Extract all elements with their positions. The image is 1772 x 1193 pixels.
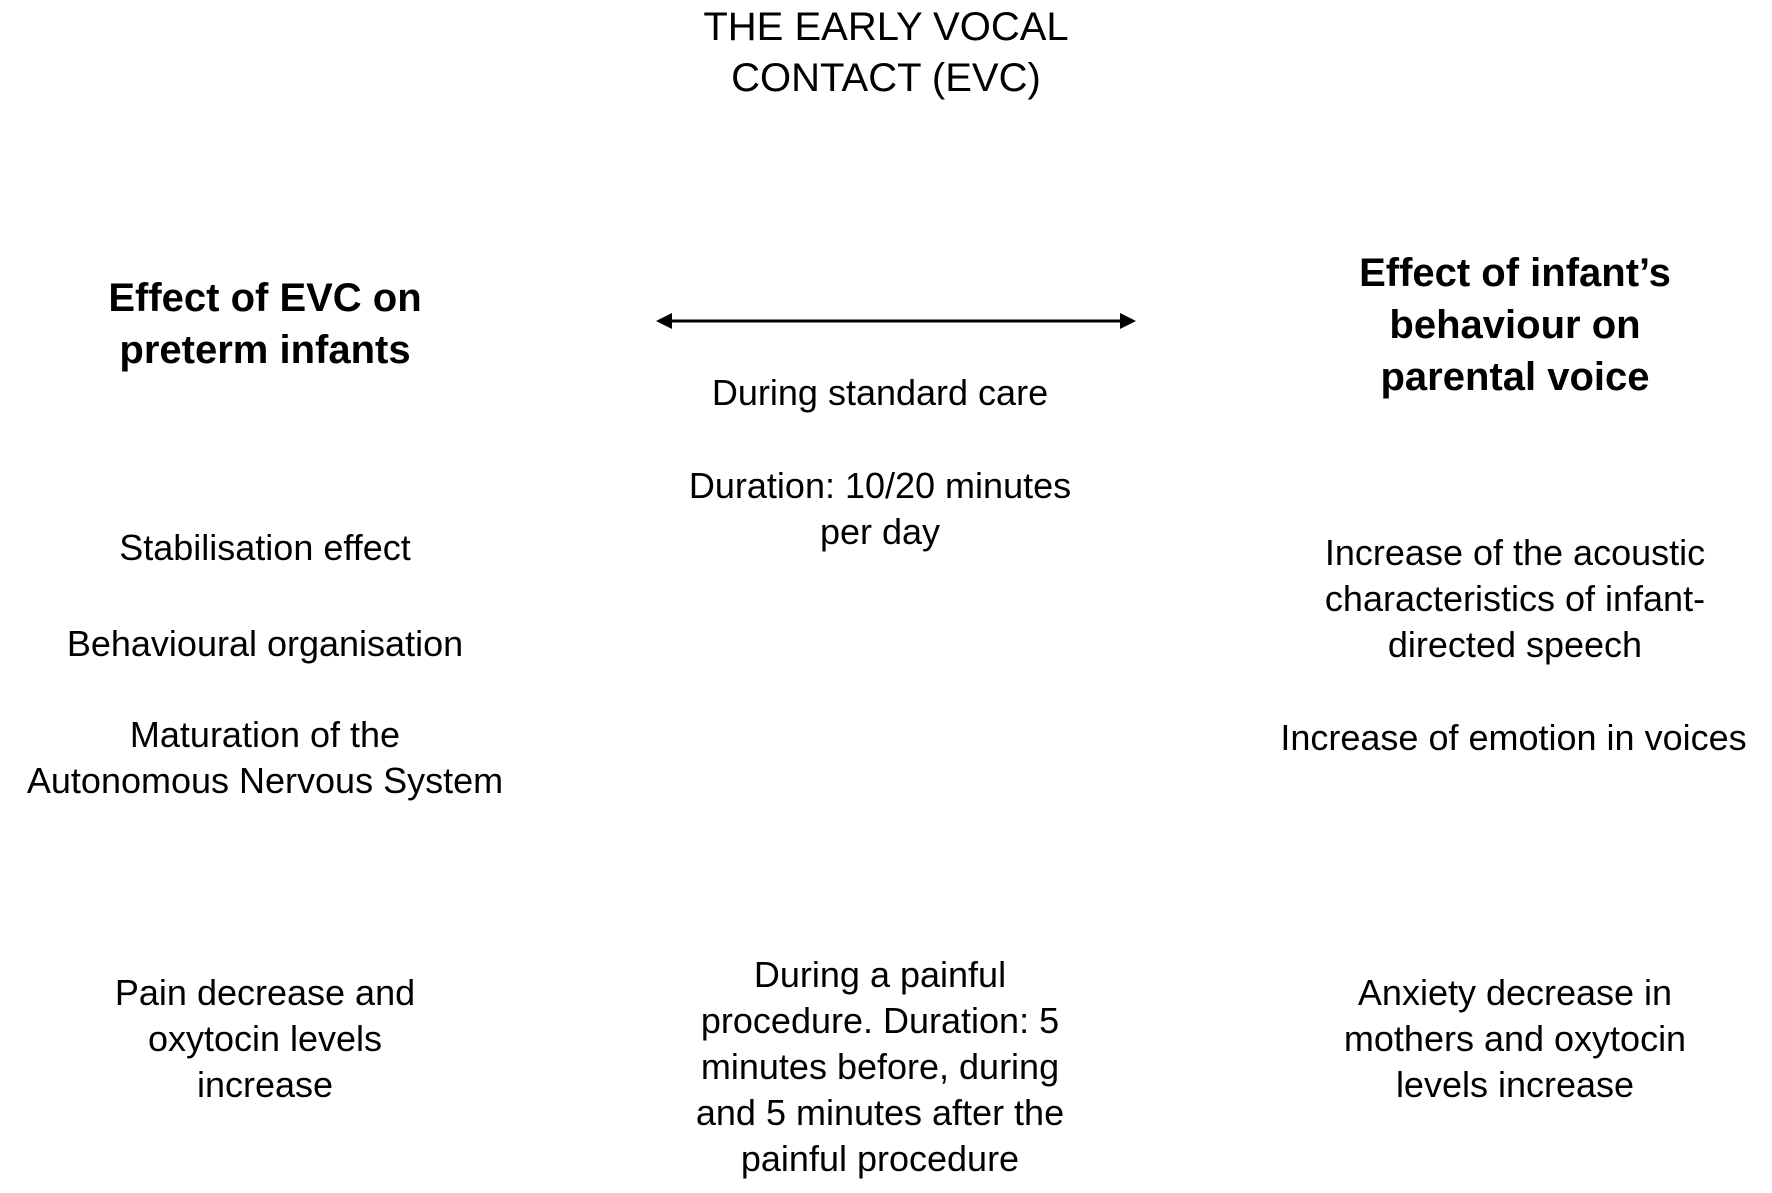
bidirectional-arrow-icon: [656, 306, 1136, 336]
left-pain-effect: Pain decrease and oxytocin levels increase: [114, 972, 416, 1105]
left-effect-item: Maturation of the Autonomous Nervous System: [26, 714, 504, 801]
left-effect-item: Behavioural organisation: [66, 623, 464, 664]
diagram-title: THE EARLY VOCAL CONTACT (EVC): [703, 5, 1069, 100]
right-effect-item: Increase of emotion in voices: [1280, 717, 1747, 758]
painful-procedure-label: During a painful procedure. Duration: 5 minutes before, during and 5 minutes after the painful procedure: [695, 954, 1065, 1179]
right-effect-item: Increase of the acoustic characteristics of infant- directed speech: [1324, 532, 1706, 665]
left-effect-item: Stabilisation effect: [119, 527, 411, 568]
left-column-heading: Effect of EVC on preterm infants: [108, 276, 422, 372]
right-pain-effect: Anxiety decrease in mothers and oxytocin levels increase: [1343, 972, 1687, 1105]
standard-care-duration: Duration: 10/20 minutes per day: [688, 465, 1072, 552]
right-column-heading: Effect of infant’s behaviour on parental voice: [1359, 251, 1671, 399]
standard-care-label: During standard care: [711, 372, 1049, 413]
